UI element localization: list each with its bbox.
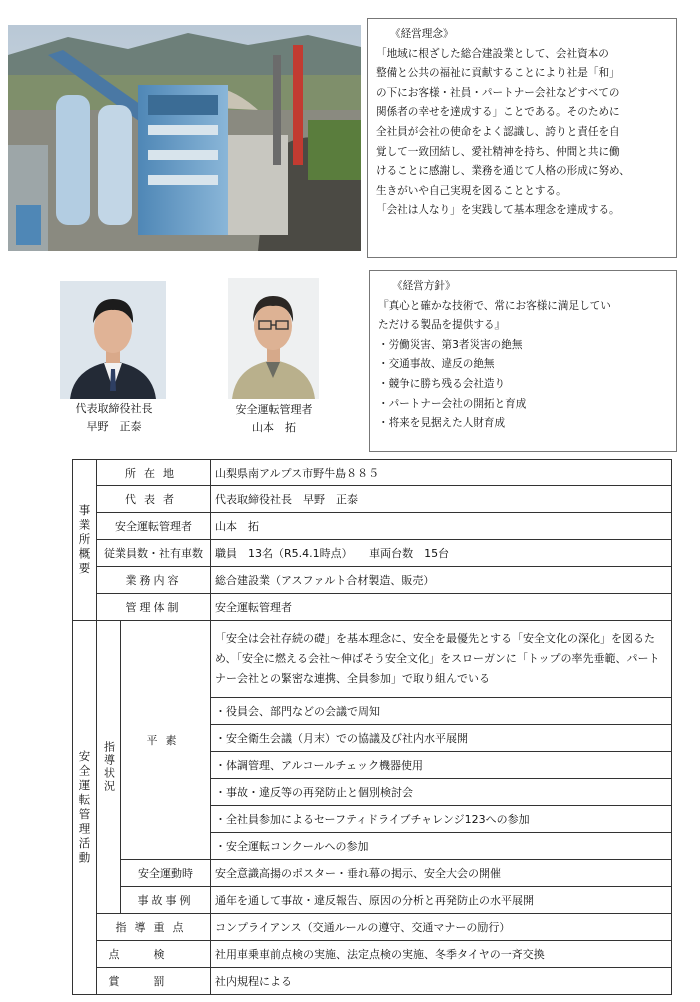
philosophy-line: 「地域に根ざした総合建設業として、会社資本の <box>376 47 609 60</box>
label-location: 所在地 <box>97 460 211 486</box>
philosophy-line: 生きがいや自己実現を図ることとする。 <box>376 184 567 197</box>
label-safety-manager: 安全運転管理者 <box>97 513 211 540</box>
policy-list <box>378 336 668 434</box>
label-business: 業務内容 <box>97 567 211 594</box>
label-reward-penalty: 賞罰 <box>97 968 211 995</box>
label-accident-cases: 事故事例 <box>121 887 211 914</box>
philosophy-line: の下にお客様・社員・パートナー会社などすべての <box>376 86 620 99</box>
value-inspection: 社用車乗車前点検の実施、法定点検の実施、冬季タイヤの一斉交換 <box>211 941 672 968</box>
section-business-overview: 事業所概要 <box>73 460 97 621</box>
normal-item: ・ 安全衛生会議（月末）での協議及び社内水平展開 <box>211 725 672 752</box>
normal-item: ・ 事故・違反等の再発防止と個別検討会 <box>211 779 672 806</box>
management-philosophy-box <box>367 18 677 258</box>
label-inspection: 点検 <box>97 941 211 968</box>
value-business: 総合建設業（アスファルト合材製造、販売） <box>211 567 672 594</box>
normal-paragraph: 「安全は会社存続の礎」を基本理念に、安全を最優先とする「安全文化の深化」を図るため、「安全に燃える会社～伸ばそう安全文化」をスローガンに「トップの率先垂範、パートナー会社との緊密な連携、全員参加」で取り組んでいる <box>211 621 672 698</box>
policy-title: 《経営方針》 <box>392 280 456 292</box>
philosophy-line: けることに感謝し、業務を通じて人格の形成に努め、 <box>376 165 630 178</box>
policy-item: ・ 交通事故、違反の絶無 <box>378 355 668 375</box>
normal-item: ・ 役員会、部門などの会議で周知 <box>211 698 672 725</box>
safety-manager-name: 山本 拓 <box>252 421 296 434</box>
policy-intro-line: ただける製品を提供する』 <box>378 319 506 332</box>
philosophy-line: 「会社は人なり」を実践して基本理念を達成する。 <box>376 204 620 217</box>
philosophy-line: 全社員が会社の使命をよく認識し、誇りと責任を自 <box>376 125 620 138</box>
normal-item: ・ 体調管理、アルコールチェック機器使用 <box>211 752 672 779</box>
label-guidance-status: 指導状況 <box>97 621 121 914</box>
policy-intro-line: 『真心と確かな技術で、常にお客様に満足してい <box>378 299 611 312</box>
philosophy-line: 整備と公共の福祉に貢献することにより社是「和」 <box>376 67 620 80</box>
president-role: 代表取締役社長 <box>75 402 153 415</box>
president-photo <box>60 281 166 399</box>
policy-item: ・ 将来を見据えた人財育成 <box>378 414 668 434</box>
policy-item: ・ 競争に勝ち残る会社造り <box>378 375 668 395</box>
section-safety-activities: 安全運転管理活動 <box>73 621 97 995</box>
value-management-system: 安全運転管理者 <box>211 594 672 621</box>
value-employees-vehicles: 職員 13名（R5.4.1時点） 車両台数 15台 <box>211 540 672 567</box>
president-caption <box>58 400 170 436</box>
philosophy-line: 関係者の幸せを達成する」ことである。そのために <box>376 106 620 119</box>
label-normal-times: 平素 <box>121 621 211 860</box>
safety-manager-caption <box>218 401 330 437</box>
label-campaign: 安全運動時 <box>121 860 211 887</box>
management-policy-box <box>369 270 677 452</box>
safety-manager-photo <box>228 278 319 399</box>
safety-manager-role: 安全運転管理者 <box>235 403 313 416</box>
philosophy-title: 《経営理念》 <box>390 28 454 40</box>
philosophy-line: 覚して一致団結し、愛社精神を持ち、仲間と共に働 <box>376 145 620 158</box>
value-campaign: 安全意識高揚のポスター・垂れ幕の掲示、安全大会の開催 <box>211 860 672 887</box>
normal-item: ・ 全社員参加によるセーフティドライブチャレンジ123への参加 <box>211 806 672 833</box>
value-accident-cases: 通年を通して事故・違反報告、原因の分析と再発防止の水平展開 <box>211 887 672 914</box>
value-representative: 代表取締役社長 早野 正泰 <box>211 486 672 513</box>
company-info-table <box>72 459 672 995</box>
value-safety-manager: 山本 拓 <box>211 513 672 540</box>
value-reward-penalty: 社内規程による <box>211 968 672 995</box>
president-name: 早野 正泰 <box>86 420 142 433</box>
policy-item: ・ パートナー会社の開拓と育成 <box>378 395 668 415</box>
label-representative: 代表者 <box>97 486 211 513</box>
label-employees-vehicles: 従業員数・社有車数 <box>97 540 211 567</box>
label-management-system: 管理体制 <box>97 594 211 621</box>
normal-item: ・ 安全運転コンクールへの参加 <box>211 833 672 860</box>
label-guidance-focus: 指導重点 <box>97 914 211 941</box>
plant-photo <box>8 25 361 251</box>
value-guidance-focus: コンプライアンス（交通ルールの遵守、交通マナーの励行） <box>211 914 672 941</box>
value-location: 山梨県南アルプス市野牛島８８５ <box>211 460 672 486</box>
policy-item: ・ 労働災害、第3者災害の絶無 <box>378 336 668 356</box>
